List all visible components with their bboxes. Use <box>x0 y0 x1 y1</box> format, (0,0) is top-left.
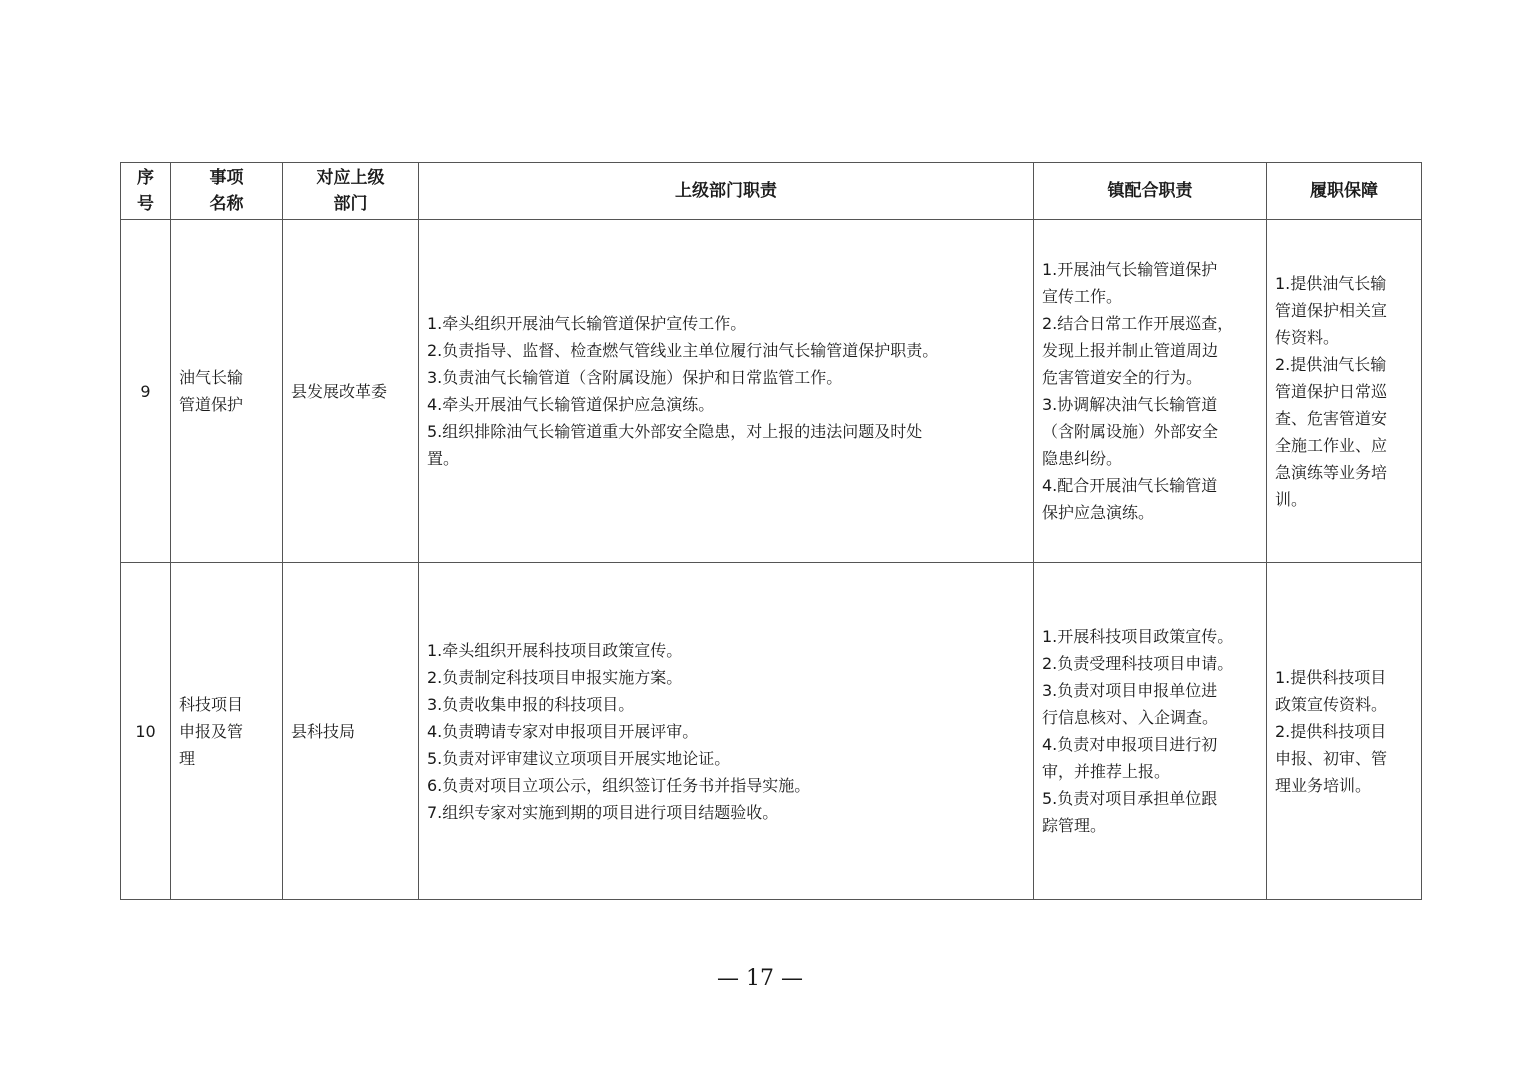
header-item-name: 事项 名称 <box>171 163 283 220</box>
header-seq: 序 号 <box>121 163 171 220</box>
header-superior-duty: 上级部门职责 <box>419 163 1034 220</box>
row-superior-duty: 1.牵头组织开展油气长输管道保护宣传工作。 2.负责指导、监督、检查燃气管线业主单位履行油气长输管道保护职责。 3.负责油气长输管道（含附属设施）保护和日常监管工作。 4.牵头开展油气长输管道保护应急演练。 5.组织排除油气长输管道重大外部安全隐患，对上报的违法问题及时处 置。 <box>419 220 1034 563</box>
table-row <box>121 220 1422 563</box>
row-superior-dept: 县科技局 <box>283 563 419 900</box>
row-item-name: 科技项目 申报及管 理 <box>171 563 283 900</box>
row-superior-duty: 1.牵头组织开展科技项目政策宣传。 2.负责制定科技项目申报实施方案。 3.负责收集申报的科技项目。 4.负责聘请专家对申报项目开展评审。 5.负责对评审建议立项项目开展实地论证。 6.负责对项目立项公示，组织签订任务书并指导实施。 7.组织专家对实施到期的项目进行项目结题验收。 <box>419 563 1034 900</box>
row-superior-dept: 县发展改革委 <box>283 220 419 563</box>
header-guarantee: 履职保障 <box>1267 163 1422 220</box>
header-town-duty: 镇配合职责 <box>1034 163 1267 220</box>
page-number: — 17 — <box>717 966 803 991</box>
row-seq: 9 <box>121 220 171 563</box>
row-seq: 10 <box>121 563 171 900</box>
duty-table <box>120 162 1422 900</box>
row-town-duty: 1.开展科技项目政策宣传。 2.负责受理科技项目申请。 3.负责对项目申报单位进 行信息核对、入企调查。 4.负责对申报项目进行初 审，并推荐上报。 5.负责对项目承担单位跟 踪管理。 <box>1034 563 1267 900</box>
table-header-row <box>121 163 1422 220</box>
table-row <box>121 563 1422 900</box>
row-item-name: 油气长输 管道保护 <box>171 220 283 563</box>
row-town-duty: 1.开展油气长输管道保护 宣传工作。 2.结合日常工作开展巡查， 发现上报并制止管道周边 危害管道安全的行为。 3.协调解决油气长输管道 （含附属设施）外部安全 隐患纠纷。 4.配合开展油气长输管道 保护应急演练。 <box>1034 220 1267 563</box>
row-guarantee: 1.提供科技项目 政策宣传资料。 2.提供科技项目 申报、初审、管 理业务培训。 <box>1267 563 1422 900</box>
row-guarantee: 1.提供油气长输 管道保护相关宣 传资料。 2.提供油气长输 管道保护日常巡 查、危害管道安 全施工作业、应 急演练等业务培 训。 <box>1267 220 1422 563</box>
header-superior-dept: 对应上级 部门 <box>283 163 419 220</box>
